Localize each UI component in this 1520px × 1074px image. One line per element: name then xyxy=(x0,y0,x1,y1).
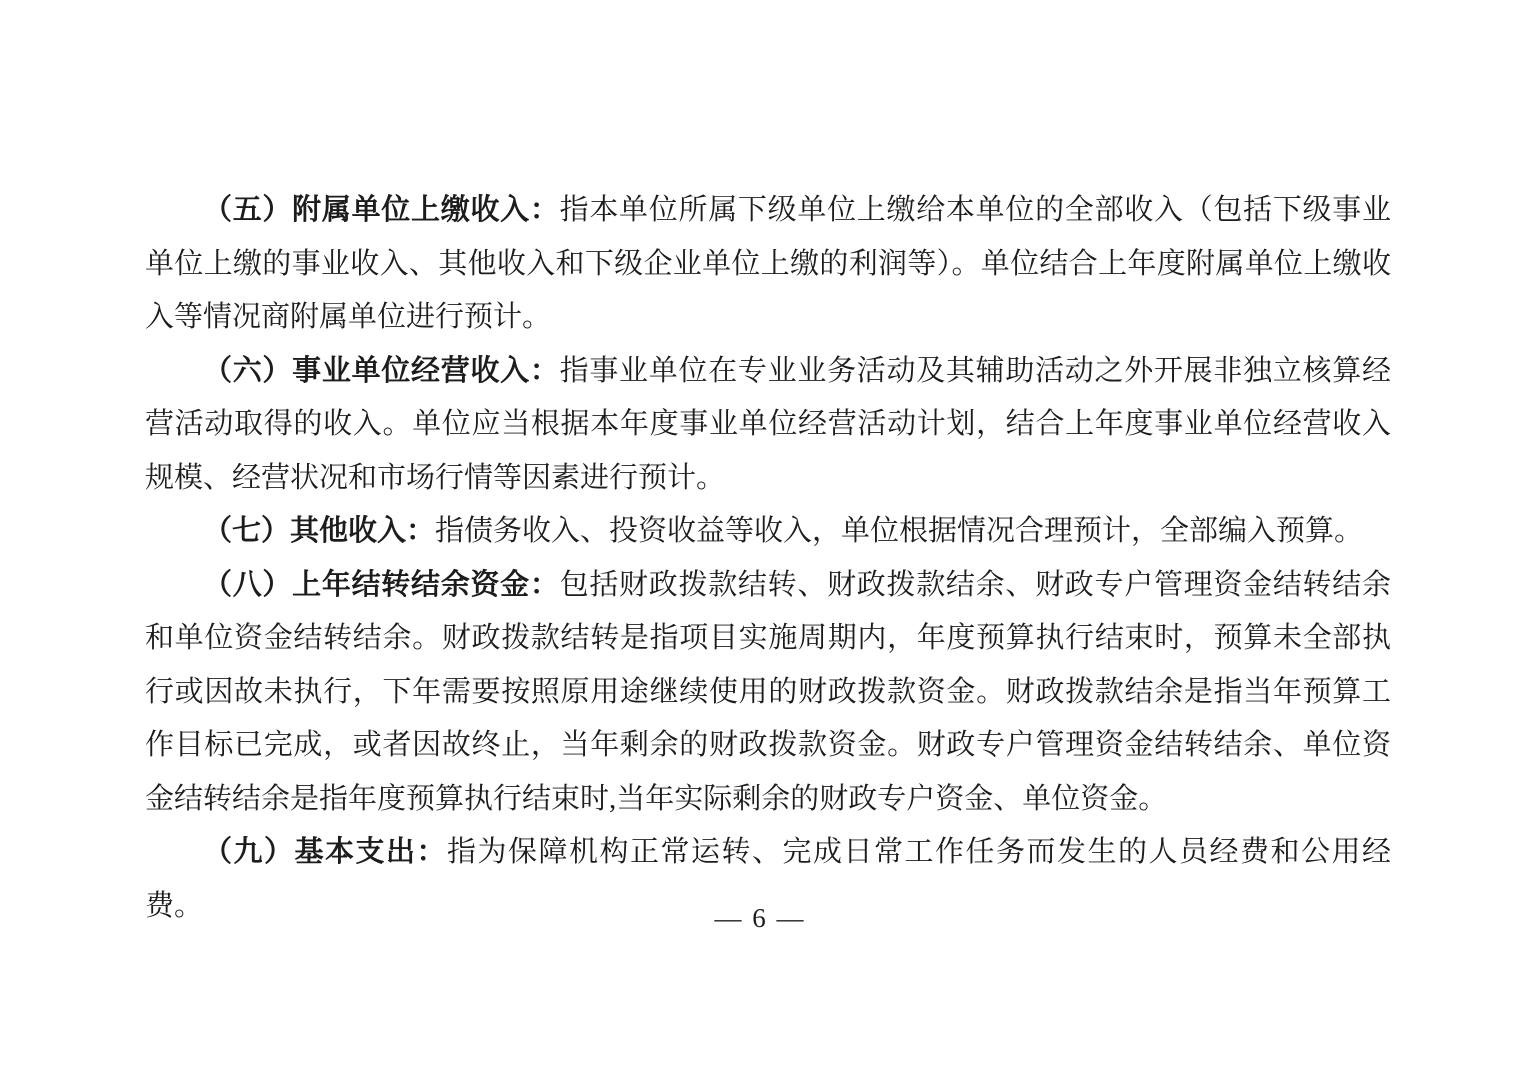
page-number: — 6 — xyxy=(714,903,806,933)
paragraph-item-5 xyxy=(145,184,1391,345)
paragraph-item-8 xyxy=(145,559,1391,827)
paragraph-item-6 xyxy=(145,345,1391,506)
paragraph-heading: （六）事业单位经营收入： xyxy=(203,354,560,387)
document-body xyxy=(145,184,1391,933)
paragraph-item-7 xyxy=(145,505,1391,559)
paragraph-text: 指债务收入、投资收益等收入，单位根据情况合理预计，全部编入预算。 xyxy=(435,515,1364,547)
paragraph-heading: （八）上年结转结余资金： xyxy=(203,568,560,601)
paragraph-heading: （五）附属单位上缴收入： xyxy=(203,194,560,226)
paragraph-text: 指本单位所属下级单位上缴给本单位的全部收入（包括下级事业单位上缴的事业收入、其他收入和下级企业单位上缴的利润等）。单位结合上年度附属单位上缴收入等情况商附属单位进行预计。 xyxy=(145,194,1391,333)
paragraph-text: 指为保障机构正常运转、完成日常工作任务而发生的人员经费和公用经费。 xyxy=(145,836,1391,922)
paragraph-text: 指事业单位在专业业务活动及其辅助活动之外开展非独立核算经营活动取得的收入。单位应当根据本年度事业单位经营活动计划，结合上年度事业单位经营收入规模、经营状况和市场行情等因素进行预计。 xyxy=(145,354,1391,494)
paragraph-heading: （七）其他收入： xyxy=(203,515,436,547)
paragraph-text: 包括财政拨款结转、财政拨款结余、财政专户管理资金结转结余和单位资金结转结余。财政拨款结转是指项目实施周期内，年度预算执行结束时，预算未全部执行或因故未执行，下年需要按照原用途继续使用的财政拨款资金。财政拨款结余是指当年预算工作目标已完成，或者因故终止，当年剩余的财政拨款资金。财政专户管理资金结转结余、单位资金结转结余是指年度预算执行结束时,当年实际剩余的财政专户资金、单位资金。 xyxy=(145,568,1391,815)
paragraph-heading: （九）基本支出： xyxy=(203,836,447,868)
